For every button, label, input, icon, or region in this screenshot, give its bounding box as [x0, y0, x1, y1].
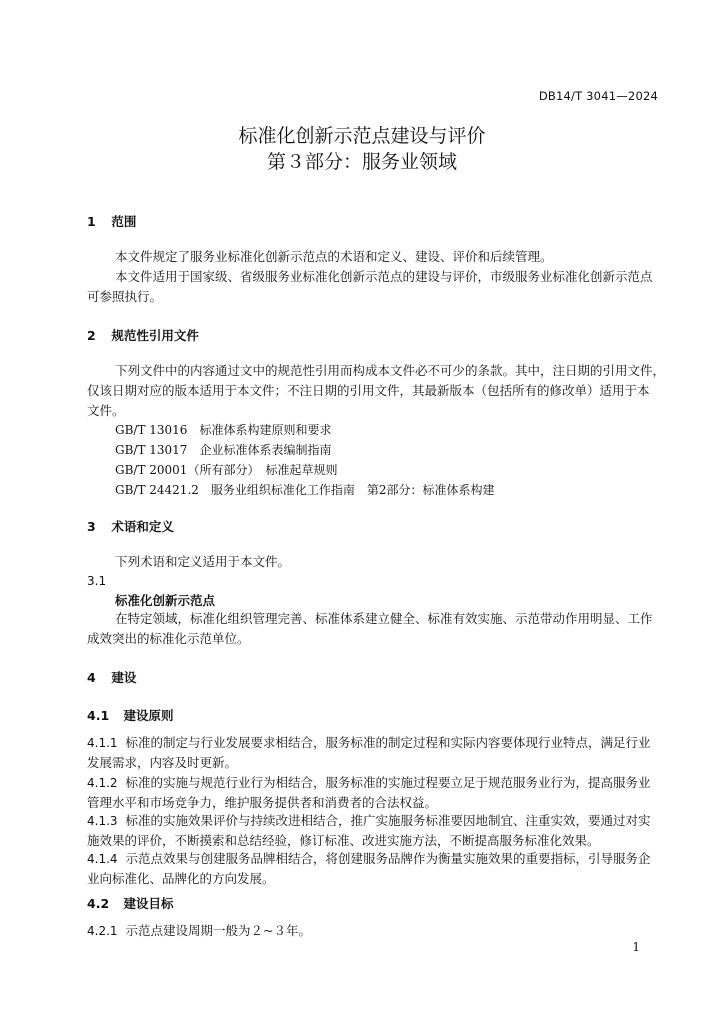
clause-text: 示范点建设周期一般为２~３年。	[125, 923, 312, 938]
subsection-number: 4.1	[87, 708, 110, 723]
clause-text: 标准的制定与行业发展要求相结合，服务标准的制定过程和实际内容要体现行业特点，满足行业发展需求，内容及时更新。	[87, 735, 651, 770]
scope-paragraph-2-line-2: 可参照执行。	[87, 289, 163, 304]
section-title: 范围	[111, 214, 137, 229]
section-title: 规范性引用文件	[111, 328, 199, 343]
normative-intro-line-3: 文件。	[87, 403, 125, 418]
section-title: 建设	[111, 670, 137, 685]
document-title: 标准化创新示范点建设与评价	[238, 125, 486, 147]
clause-4-1-4	[87, 849, 657, 889]
page-number: 1	[632, 940, 640, 954]
clause-number: 4.1.2	[87, 776, 118, 790]
normative-intro-line-2: 仅该日期对应的版本适用于本文件；不注日期的引用文件，其最新版本（包括所有的修改单）适用于本	[87, 383, 650, 398]
section-1-heading	[87, 212, 136, 230]
standard-code: DB14/T 3041—2024	[538, 89, 658, 103]
scope-paragraph-1: 本文件规定了服务业标准化创新示范点的术语和定义、建设、评价和后续管理。	[115, 249, 553, 264]
section-number: 3	[87, 519, 96, 534]
clause-number: 4.1.1	[87, 736, 118, 750]
term-definition-line-2: 成效突出的标准化示范单位。	[87, 631, 250, 646]
subsection-4-1-heading	[87, 706, 174, 724]
clause-number: 4.2.1	[87, 924, 118, 938]
section-4-heading	[87, 668, 136, 686]
terms-intro: 下列术语和定义适用于本文件。	[115, 554, 291, 569]
term-definition-line-1: 在特定领域，标准化组织管理完善、标准体系建立健全、标准有效实施、示范带动作用明显、工作	[115, 611, 653, 626]
clause-text: 标准的实施效果评价与持续改进相结合，推广实施服务标准要因地制宜、注重实效，要通过对实施效果的评价，不断摸索和总结经验，修订标准、改进实施方法，不断提高服务标准化效果。	[87, 813, 651, 848]
clause-number: 4.1.4	[87, 852, 118, 866]
clause-text: 示范点效果与创建服务品牌相结合，将创建服务品牌作为衡量实施效果的重要指标，引导服务企业向标准化、品牌化的方向发展。	[87, 851, 651, 886]
reference-item: GB/T 24421.2 服务业组织标准化工作指南 第2部分：标准体系构建	[115, 483, 495, 497]
subsection-title: 建设原则	[123, 708, 174, 723]
clause-4-1-3	[87, 811, 657, 851]
section-number: 2	[87, 328, 96, 343]
clause-4-2-1	[87, 922, 311, 940]
reference-item: GB/T 13017 企业标准体系表编制指南	[115, 443, 332, 457]
normative-intro-line-1: 下列文件中的内容通过文中的规范性引用而构成本文件必不可少的条款。其中，注日期的引用文件，	[115, 363, 666, 378]
clause-text: 标准的实施与规范行业行为相结合，服务标准的实施过程要立足于规范服务业行为，提高服务业管理水平和市场竞争力，维护服务提供者和消费者的合法权益。	[87, 775, 651, 810]
scope-paragraph-2-line-1: 本文件适用于国家级、省级服务业标准化创新示范点的建设与评价，市级服务业标准化创新示范点	[115, 269, 653, 284]
subsection-title: 建设目标	[123, 896, 174, 911]
term-number: 3.1	[87, 574, 107, 588]
section-2-heading	[87, 326, 199, 344]
reference-item: GB/T 13016 标准体系构建原则和要求	[115, 423, 332, 437]
section-title: 术语和定义	[111, 519, 174, 534]
term-name: 标准化创新示范点	[115, 593, 216, 608]
section-3-heading	[87, 517, 174, 535]
subsection-4-2-heading	[87, 894, 174, 912]
clause-4-1-1	[87, 733, 657, 773]
reference-item: GB/T 20001（所有部分） 标准起草规则	[115, 463, 338, 477]
section-number: 4	[87, 670, 96, 685]
clause-4-1-2	[87, 773, 657, 813]
section-number: 1	[87, 214, 96, 229]
subsection-number: 4.2	[87, 896, 110, 911]
clause-number: 4.1.3	[87, 814, 118, 828]
document-subtitle: 第３部分：服务业领域	[266, 151, 457, 173]
